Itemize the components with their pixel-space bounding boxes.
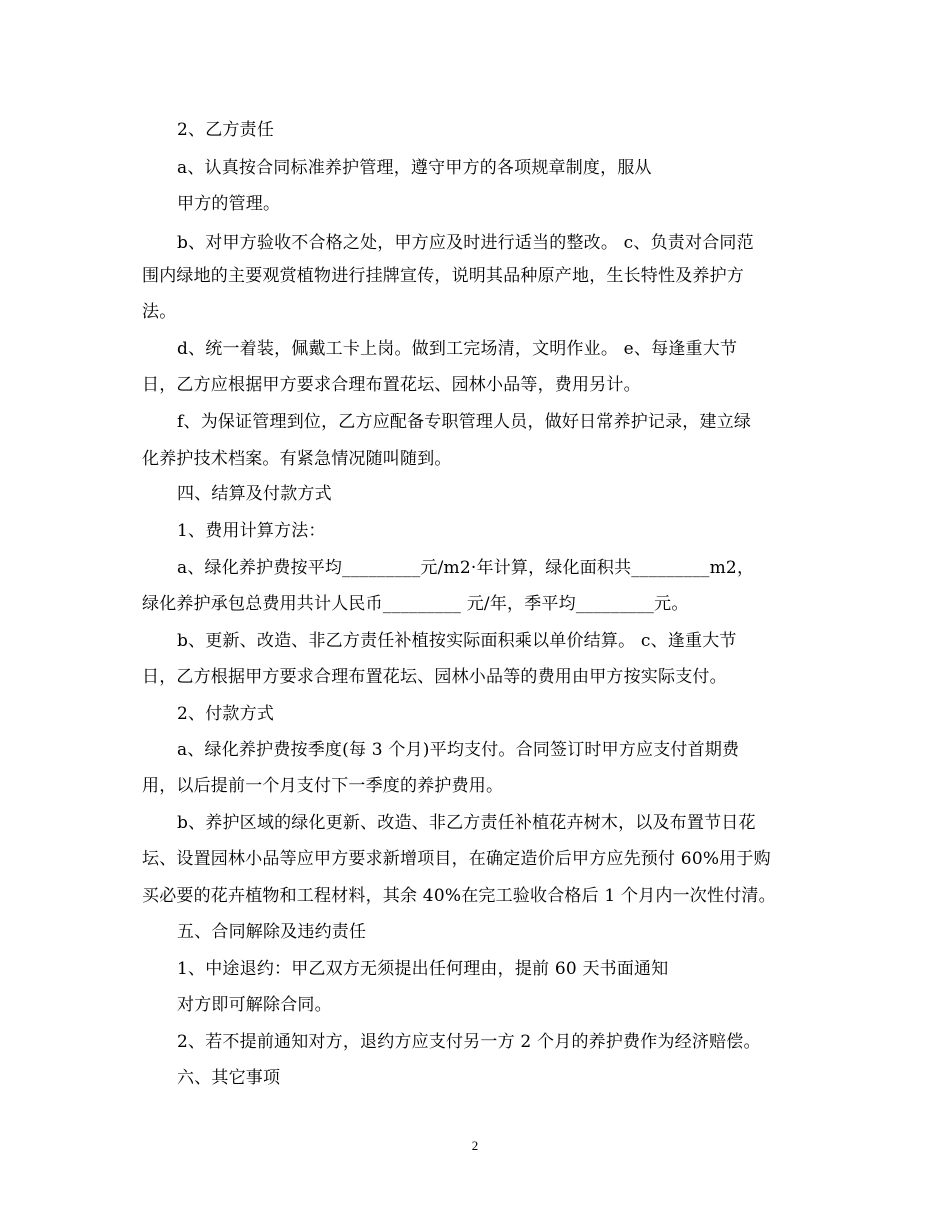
paragraph-line: 用，以后提前一个月支付下一季度的养护费用。 (142, 776, 504, 796)
paragraph-line: 围内绿地的主要观赏植物进行挂牌宣传，说明其品种原产地，生长特性及养护方 (142, 266, 744, 286)
paragraph-line: 日，乙方应根据甲方要求合理布置花坛、园林小品等，费用另计。 (142, 375, 641, 395)
section-heading: 六、其它事项 (177, 1068, 281, 1088)
page-number: 2 (471, 1138, 479, 1153)
section-heading: 2、乙方责任 (177, 120, 275, 140)
paragraph-line: b、更新、改造、非乙方责任补植按实际面积乘以单价结算。 c、逢重大节 (177, 631, 737, 651)
paragraph-line: d、统一着装，佩戴工卡上岗。做到工完场清，文明作业。 e、每逢重大节 (177, 339, 738, 359)
paragraph-line: a、绿化养护费按平均_________元/m2·年计算，绿化面积共_________m2， (177, 558, 755, 578)
paragraph-line: 甲方的管理。 (177, 194, 281, 214)
subsection-heading: 2、付款方式 (177, 704, 275, 724)
section-heading: 五、合同解除及违约责任 (177, 922, 367, 942)
paragraph-line: 化养护技术档案。有紧急情况随叫随到。 (142, 449, 452, 469)
paragraph-line: 法。 (142, 302, 177, 322)
paragraph-line: 日，乙方根据甲方要求合理布置花坛、园林小品等的费用由甲方按实际支付。 (142, 667, 727, 687)
paragraph-line: b、对甲方验收不合格之处，甲方应及时进行适当的整改。 c、负责对合同范 (177, 233, 754, 253)
paragraph-line: a、绿化养护费按季度(每 3 个月)平均支付。合同签订时甲方应支付首期费 (177, 740, 740, 760)
paragraph-line: a、认真按合同标准养护管理，遵守甲方的各项规章制度，服从 (177, 158, 652, 178)
paragraph-line: 2、若不提前通知对方，退约方应支付另一方 2 个月的养护费作为经济赔偿。 (177, 1032, 761, 1052)
paragraph-line: 绿化养护承包总费用共计人民币_________ 元/年，季平均_________元。 (142, 594, 689, 614)
paragraph-line: b、养护区域的绿化更新、改造、非乙方责任补植花卉树木，以及布置节日花 (177, 813, 756, 833)
paragraph-line: f、为保证管理到位，乙方应配备专职管理人员，做好日常养护记录，建立绿 (177, 412, 752, 432)
paragraph-line: 坛、设置园林小品等应甲方要求新增项目，在确定造价后甲方应先预付 60%用于购 (142, 849, 771, 869)
paragraph-line: 买必要的花卉植物和工程材料，其余 40%在完工验收合格后 1 个月内一次性付清。 (142, 886, 776, 906)
section-heading: 四、结算及付款方式 (177, 484, 332, 504)
subsection-heading: 1、费用计算方法： (177, 521, 326, 541)
paragraph-line: 对方即可解除合同。 (177, 995, 332, 1015)
paragraph-line: 1、中途退约：甲乙双方无须提出任何理由，提前 60 天书面通知 (177, 959, 669, 979)
